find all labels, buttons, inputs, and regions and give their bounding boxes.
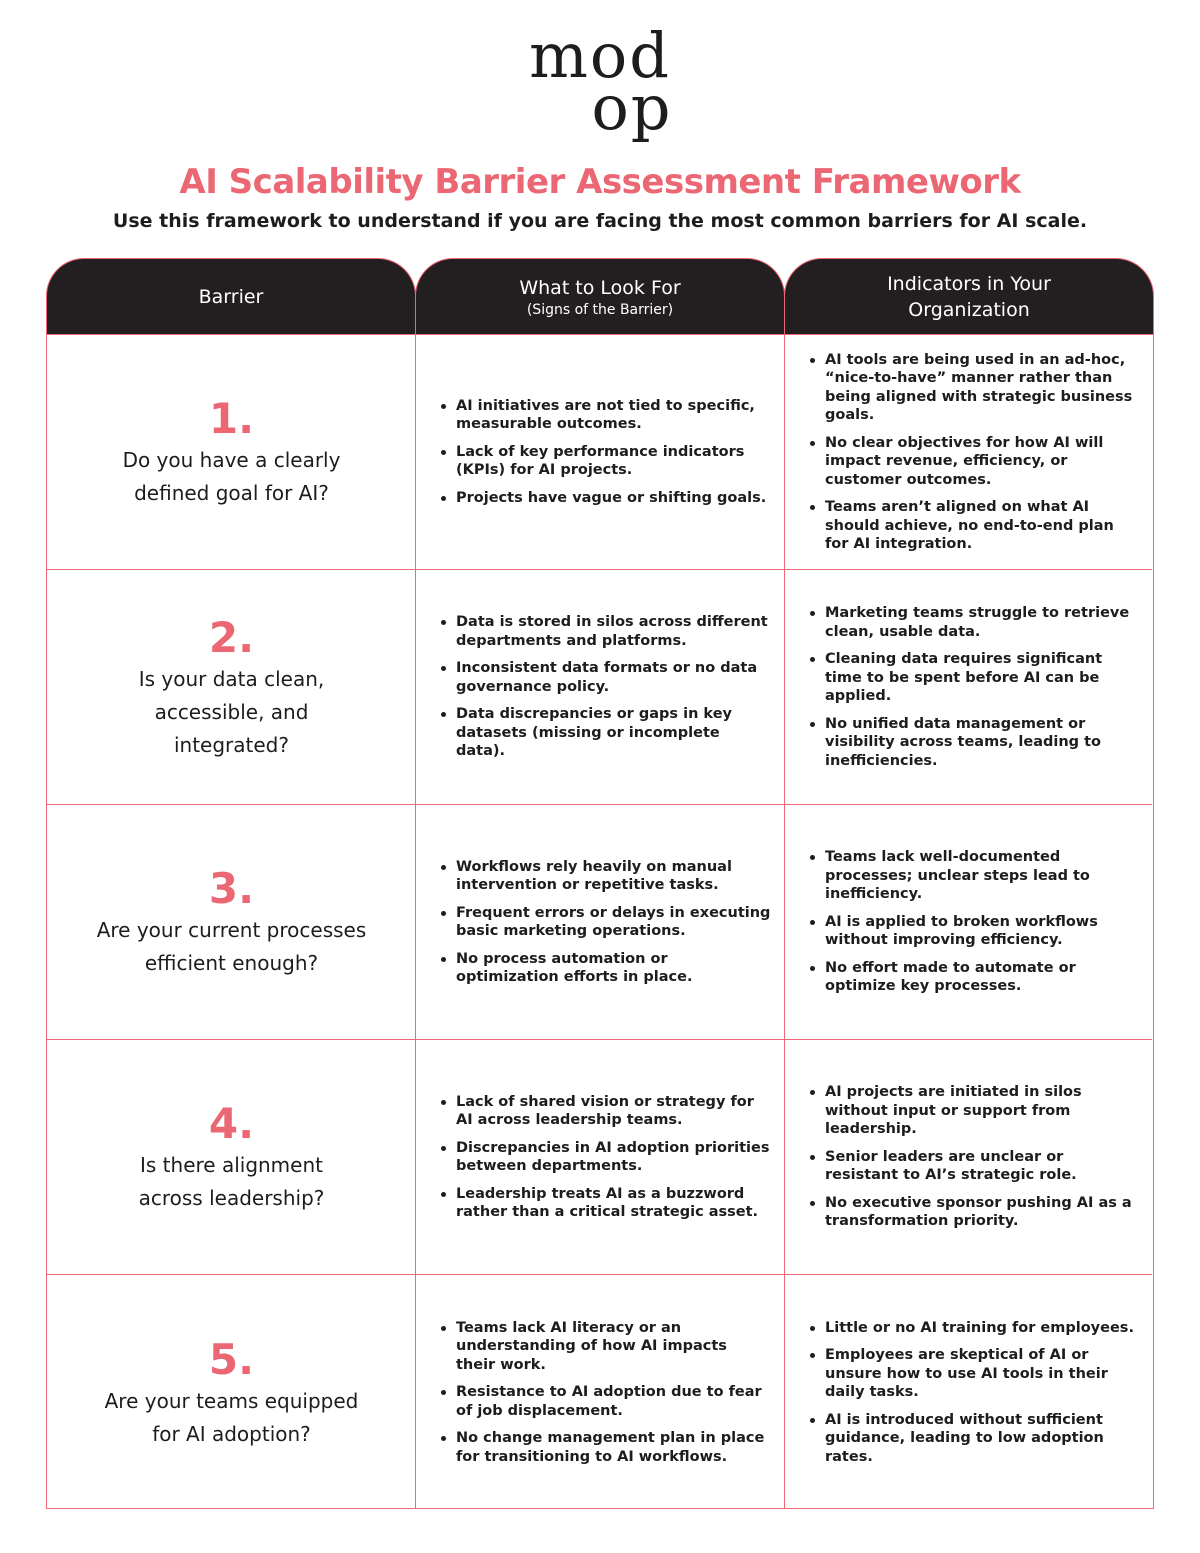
header-indicators-line-1: Indicators in Your xyxy=(887,272,1051,295)
list-item: Teams lack AI literacy or an understanding of how AI impacts their work. xyxy=(438,1319,771,1375)
signs-cell xyxy=(416,1275,785,1510)
table-row xyxy=(47,570,1152,805)
indicators-list xyxy=(807,351,1140,554)
signs-list xyxy=(438,613,771,761)
list-item: Leadership treats AI as a buzzword rather than a critical strategic asset. xyxy=(438,1185,771,1222)
barrier-cell xyxy=(47,335,416,569)
signs-cell xyxy=(416,570,785,804)
table-row xyxy=(47,1040,1152,1275)
barrier-question-line: Do you have a clearly xyxy=(122,448,341,472)
barrier-cell xyxy=(47,1040,416,1274)
page-title: AI Scalability Barrier Assessment Framework xyxy=(179,162,1021,202)
signs-cell xyxy=(416,805,785,1039)
header-barrier-label: Barrier xyxy=(198,285,264,308)
signs-list xyxy=(438,1319,771,1467)
list-item: Frequent errors or delays in executing basic marketing operations. xyxy=(438,904,771,941)
list-item: Teams aren’t aligned on what AI should achieve, no end-to-end plan for AI integration. xyxy=(807,498,1140,554)
header-look-for xyxy=(415,258,785,334)
barrier-question-line: Are your current processes xyxy=(96,918,367,942)
barrier-number: 1. xyxy=(208,394,255,443)
header-indicators-line-2: Organization xyxy=(908,298,1030,321)
table-body xyxy=(46,334,1154,1509)
list-item: AI projects are initiated in silos without input or support from leadership. xyxy=(807,1083,1140,1139)
signs-list xyxy=(438,1093,771,1222)
barrier-cell xyxy=(47,805,416,1039)
barrier-cell xyxy=(47,570,416,804)
list-item: Lack of key performance indicators (KPIs) for AI projects. xyxy=(438,443,771,480)
indicators-list xyxy=(807,604,1140,770)
signs-list xyxy=(438,858,771,987)
list-item: Data is stored in silos across different departments and platforms. xyxy=(438,613,771,650)
list-item: AI tools are being used in an ad-hoc, “nice-to-have” manner rather than being aligned with strategic business goals. xyxy=(807,351,1140,425)
signs-list xyxy=(438,397,771,508)
list-item: AI initiatives are not tied to specific, measurable outcomes. xyxy=(438,397,771,434)
logo-line-2: op xyxy=(591,71,673,144)
barrier-question-line: accessible, and xyxy=(154,699,309,724)
list-item: No unified data management or visibility across teams, leading to inefficiencies. xyxy=(807,715,1140,771)
list-item: Little or no AI training for employees. xyxy=(807,1319,1140,1338)
indicators-cell xyxy=(785,335,1154,569)
header-look-for-sublabel: (Signs of the Barrier) xyxy=(526,301,674,318)
table-row xyxy=(47,805,1152,1040)
list-item: Projects have vague or shifting goals. xyxy=(438,489,771,508)
barrier-number: 5. xyxy=(208,1334,255,1384)
list-item: No process automation or optimization efforts in place. xyxy=(438,950,771,987)
barrier-question-line: Are your teams equipped xyxy=(104,1388,359,1413)
list-item: Workflows rely heavily on manual intervention or repetitive tasks. xyxy=(438,858,771,895)
list-item: Employees are skeptical of AI or unsure how to use AI tools in their daily tasks. xyxy=(807,1346,1140,1402)
list-item: Senior leaders are unclear or resistant to AI’s strategic role. xyxy=(807,1148,1140,1185)
brand-logo xyxy=(0,19,1200,144)
list-item: Discrepancies in AI adoption priorities between departments. xyxy=(438,1139,771,1176)
header-look-for-label: What to Look For xyxy=(519,276,681,299)
barrier-question-line: Is your data clean, xyxy=(138,666,325,691)
page-subtitle: Use this framework to understand if you are facing the most common barriers for AI scale. xyxy=(112,210,1088,232)
indicators-list xyxy=(807,1083,1140,1231)
list-item: AI is introduced without sufficient guidance, leading to low adoption rates. xyxy=(807,1411,1140,1467)
indicators-list xyxy=(807,1319,1140,1467)
signs-cell xyxy=(416,1040,785,1274)
barrier-cell xyxy=(47,1275,416,1510)
indicators-cell xyxy=(785,1040,1154,1274)
indicators-list xyxy=(807,848,1140,996)
barrier-question-line: across leadership? xyxy=(138,1186,325,1210)
barrier-number: 3. xyxy=(208,864,255,913)
list-item: Marketing teams struggle to retrieve clean, usable data. xyxy=(807,604,1140,641)
logo-line-1: mod xyxy=(529,19,671,92)
indicators-cell xyxy=(785,805,1154,1039)
barrier-number: 2. xyxy=(208,612,255,662)
framework-table xyxy=(46,258,1154,1509)
barrier-question-line: efficient enough? xyxy=(144,951,319,975)
list-item: Inconsistent data formats or no data governance policy. xyxy=(438,659,771,696)
table-row xyxy=(47,335,1152,570)
list-item: AI is applied to broken workflows without improving efficiency. xyxy=(807,913,1140,950)
table-row xyxy=(47,1275,1152,1510)
list-item: Teams lack well-documented processes; unclear steps lead to inefficiency. xyxy=(807,848,1140,904)
barrier-number: 4. xyxy=(208,1099,255,1148)
list-item: Cleaning data requires significant time to be spent before AI can be applied. xyxy=(807,650,1140,706)
header-barrier xyxy=(46,258,416,334)
list-item: No effort made to automate or optimize key processes. xyxy=(807,959,1140,996)
list-item: Data discrepancies or gaps in key datasets (missing or incomplete data). xyxy=(438,705,771,761)
indicators-cell xyxy=(785,570,1154,804)
list-item: No change management plan in place for transitioning to AI workflows. xyxy=(438,1429,771,1466)
barrier-question-line: Is there alignment xyxy=(140,1153,323,1177)
list-item: Lack of shared vision or strategy for AI across leadership teams. xyxy=(438,1093,771,1130)
list-item: No executive sponsor pushing AI as a transformation priority. xyxy=(807,1194,1140,1231)
list-item: No clear objectives for how AI will impact revenue, efficiency, or customer outcomes. xyxy=(807,434,1140,490)
barrier-question-line: defined goal for AI? xyxy=(134,481,329,505)
signs-cell xyxy=(416,335,785,569)
indicators-cell xyxy=(785,1275,1154,1510)
barrier-question-line: integrated? xyxy=(173,732,289,757)
list-item: Resistance to AI adoption due to fear of job displacement. xyxy=(438,1383,771,1420)
barrier-question-line: for AI adoption? xyxy=(152,1421,311,1446)
header-indicators xyxy=(784,258,1154,334)
